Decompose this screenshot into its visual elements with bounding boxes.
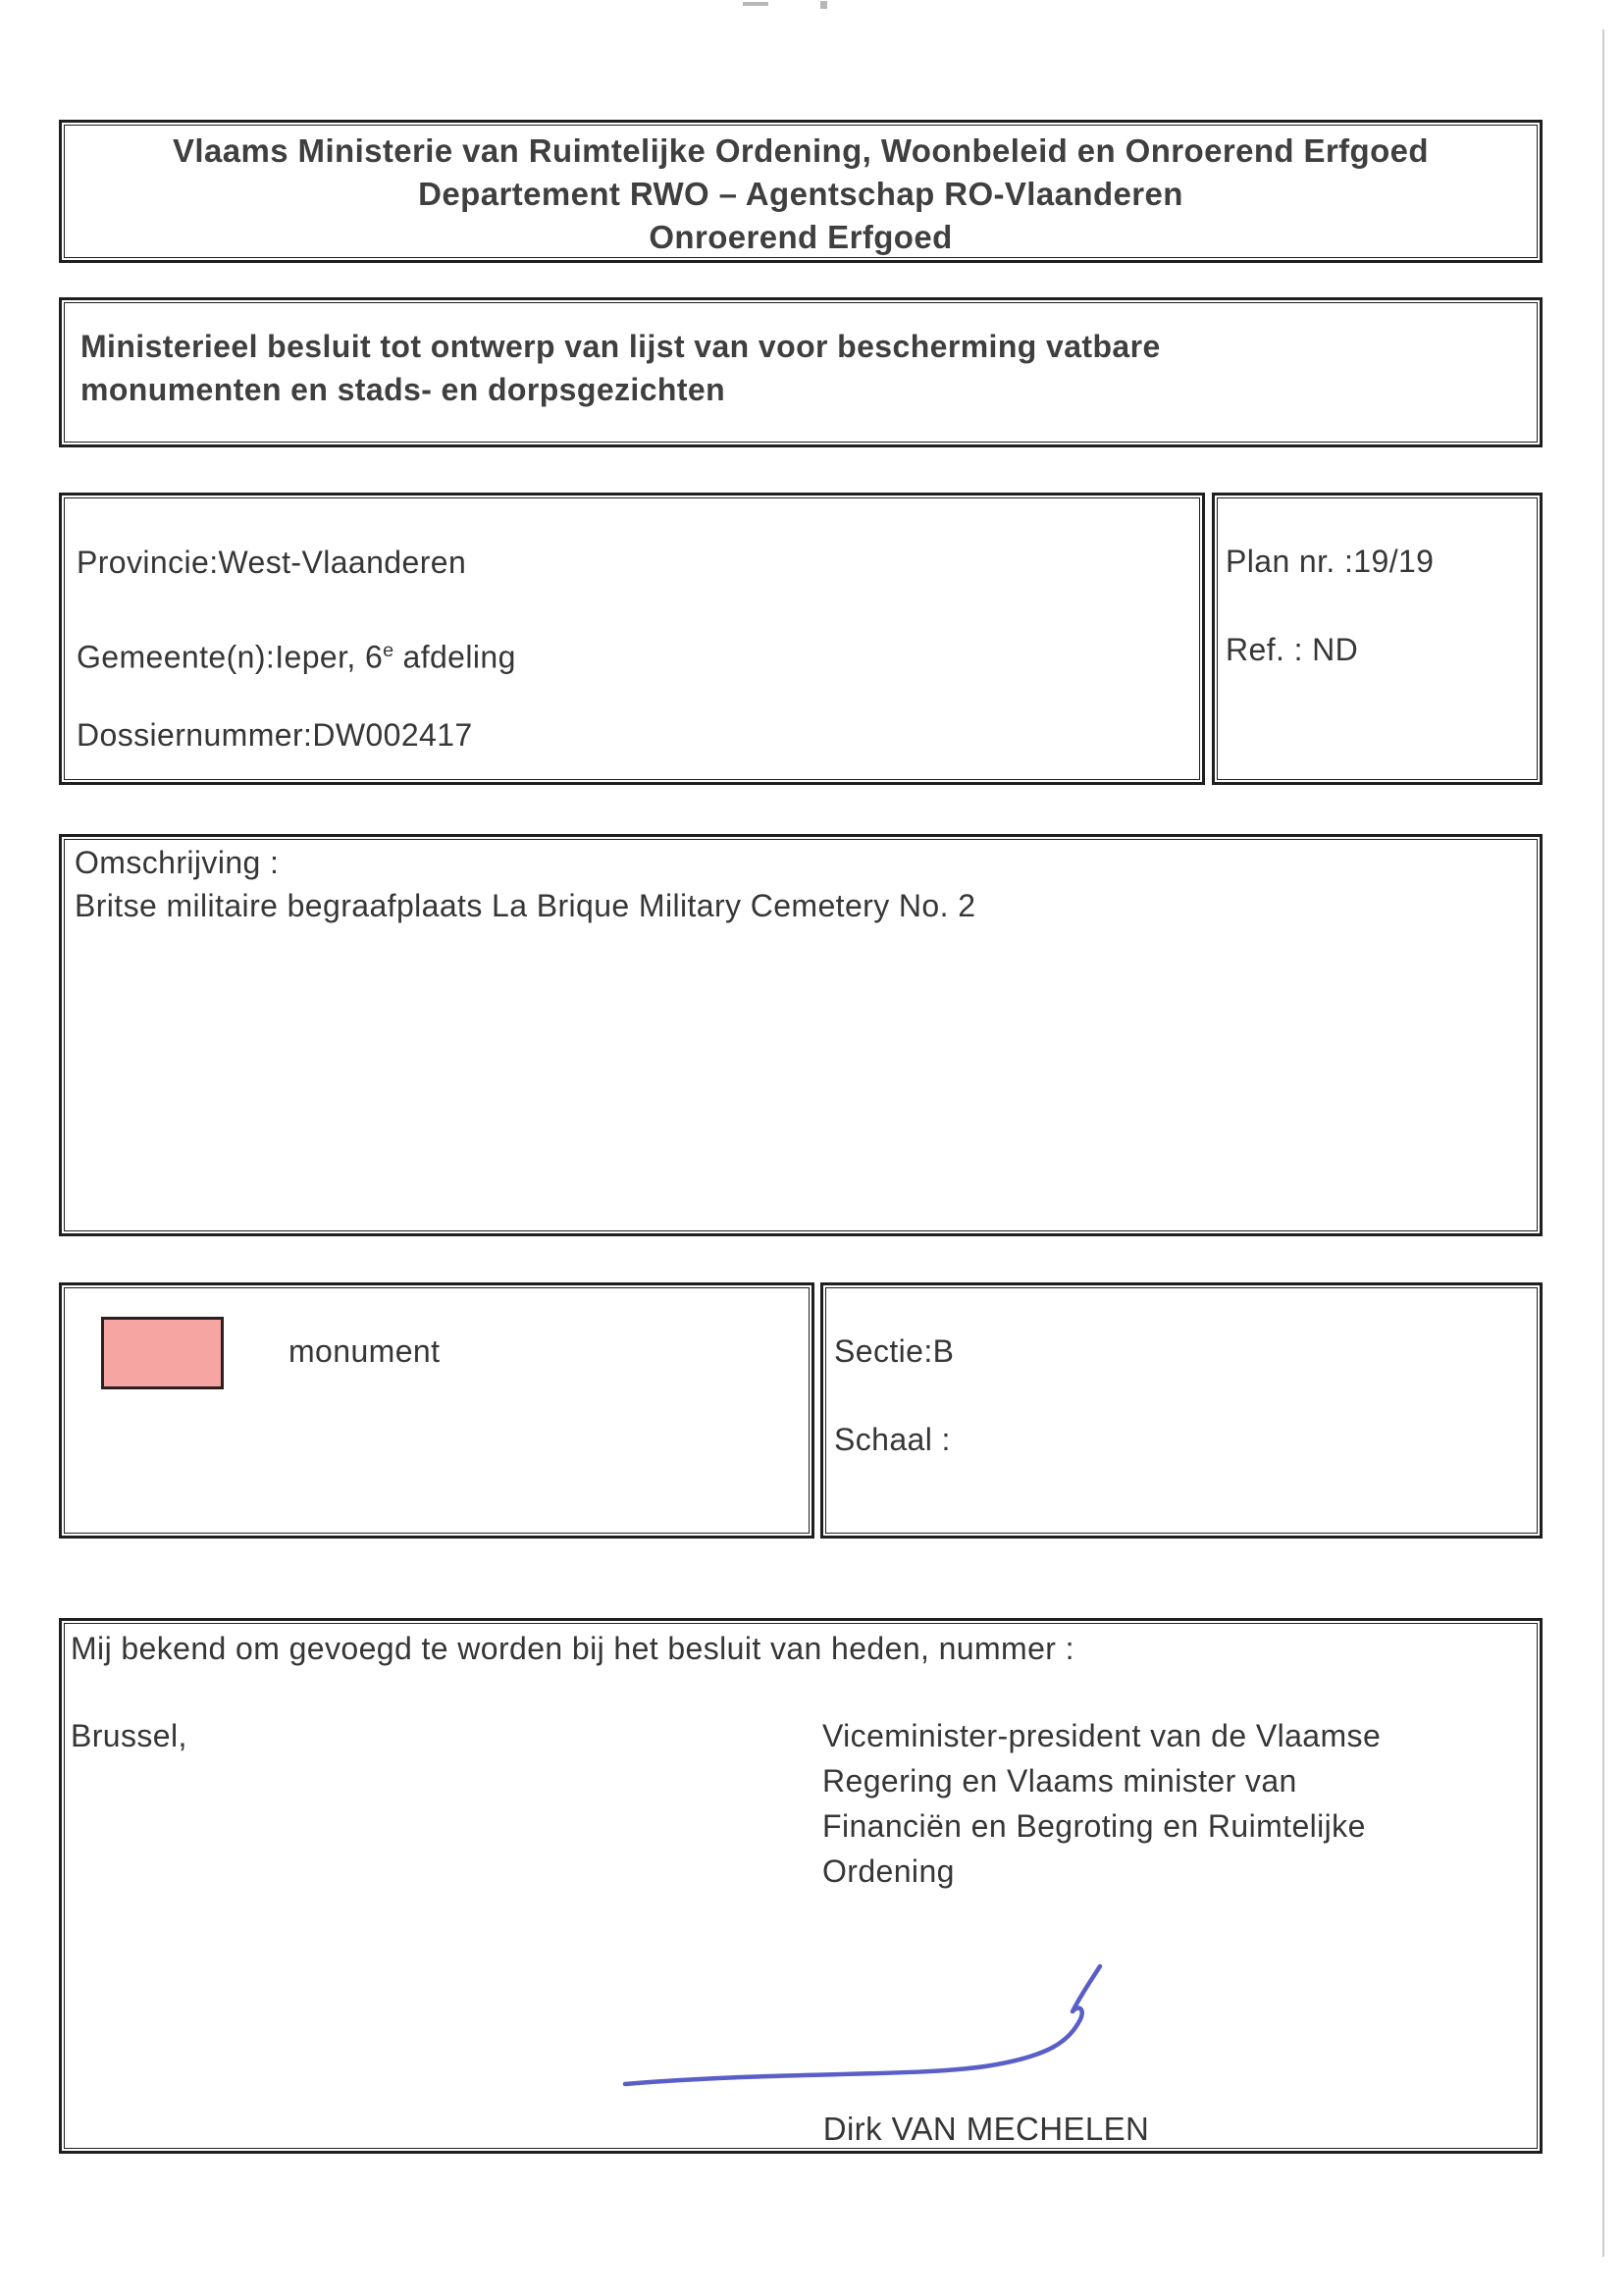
reference-field: Ref. : ND bbox=[1226, 632, 1359, 667]
section-scale-box-inner bbox=[825, 1287, 1538, 1534]
province-field: Provincie:West-Vlaanderen bbox=[77, 545, 467, 580]
dossier-number-field: Dossiernummer:DW002417 bbox=[77, 717, 473, 753]
municipality-field bbox=[77, 629, 516, 679]
ministry-header-box-inner bbox=[64, 125, 1538, 258]
decree-title-box bbox=[59, 297, 1543, 447]
plan-number-field: Plan nr. :19/19 bbox=[1226, 544, 1435, 579]
department-line: Departement RWO – Agentschap RO-Vlaanderen bbox=[418, 176, 1183, 212]
description-box-inner bbox=[64, 839, 1538, 1231]
scan-edge-line bbox=[1602, 29, 1604, 2257]
decree-title-line2: monumenten en stads- en dorpsgezichten bbox=[80, 372, 726, 407]
decree-title-line1: Ministerieel besluit tot ontwerp van lijst van voor bescherming vatbare bbox=[80, 329, 1161, 364]
signature-stroke bbox=[589, 1948, 1138, 2105]
city-line: Brussel, bbox=[71, 1718, 187, 1753]
attestation-intro: Mij bekend om gevoegd te worden bij het besluit van heden, nummer : bbox=[71, 1631, 1074, 1666]
minister-title-line: Financiën en Begroting en Ruimtelijke bbox=[822, 1808, 1366, 1844]
legend-box bbox=[59, 1282, 814, 1539]
municipality-suffix: afdeling bbox=[393, 639, 516, 675]
heritage-division-line: Onroerend Erfgoed bbox=[649, 219, 953, 255]
minister-title-line: Viceminister-president van de Vlaamse bbox=[822, 1718, 1382, 1753]
scan-speck bbox=[820, 1, 827, 9]
minister-title-block bbox=[822, 1713, 1381, 1894]
description-label: Omschrijving : bbox=[75, 845, 280, 880]
legend-label: monument bbox=[288, 1333, 441, 1369]
legend-box-inner bbox=[64, 1287, 810, 1534]
description-box bbox=[59, 834, 1543, 1236]
minister-title-line: Regering en Vlaams minister van bbox=[822, 1763, 1297, 1799]
plan-ref-box-inner bbox=[1217, 497, 1538, 780]
decree-title-box-inner bbox=[64, 302, 1538, 443]
description-value: Britse militaire begraafplaats La Brique Military Cemetery No. 2 bbox=[75, 888, 976, 923]
scan-speck bbox=[743, 2, 768, 6]
municipality-text: Gemeente(n):Ieper, 6 bbox=[77, 639, 384, 675]
scale-field: Schaal : bbox=[834, 1422, 951, 1457]
section-scale-box bbox=[820, 1282, 1543, 1539]
minister-title-line: Ordening bbox=[822, 1853, 955, 1889]
plan-ref-box bbox=[1212, 493, 1543, 785]
ministry-header-box bbox=[59, 120, 1543, 263]
municipality-superscript: e bbox=[383, 640, 394, 661]
location-info-box-inner bbox=[64, 497, 1200, 780]
location-info-box bbox=[59, 493, 1205, 785]
signatory-name: Dirk VAN MECHELEN bbox=[822, 2111, 1150, 2147]
section-field: Sectie:B bbox=[834, 1333, 955, 1369]
monument-swatch bbox=[101, 1317, 224, 1389]
ministry-name-line: Vlaams Ministerie van Ruimtelijke Ordening, Woonbeleid en Onroerend Erfgoed bbox=[173, 132, 1429, 169]
